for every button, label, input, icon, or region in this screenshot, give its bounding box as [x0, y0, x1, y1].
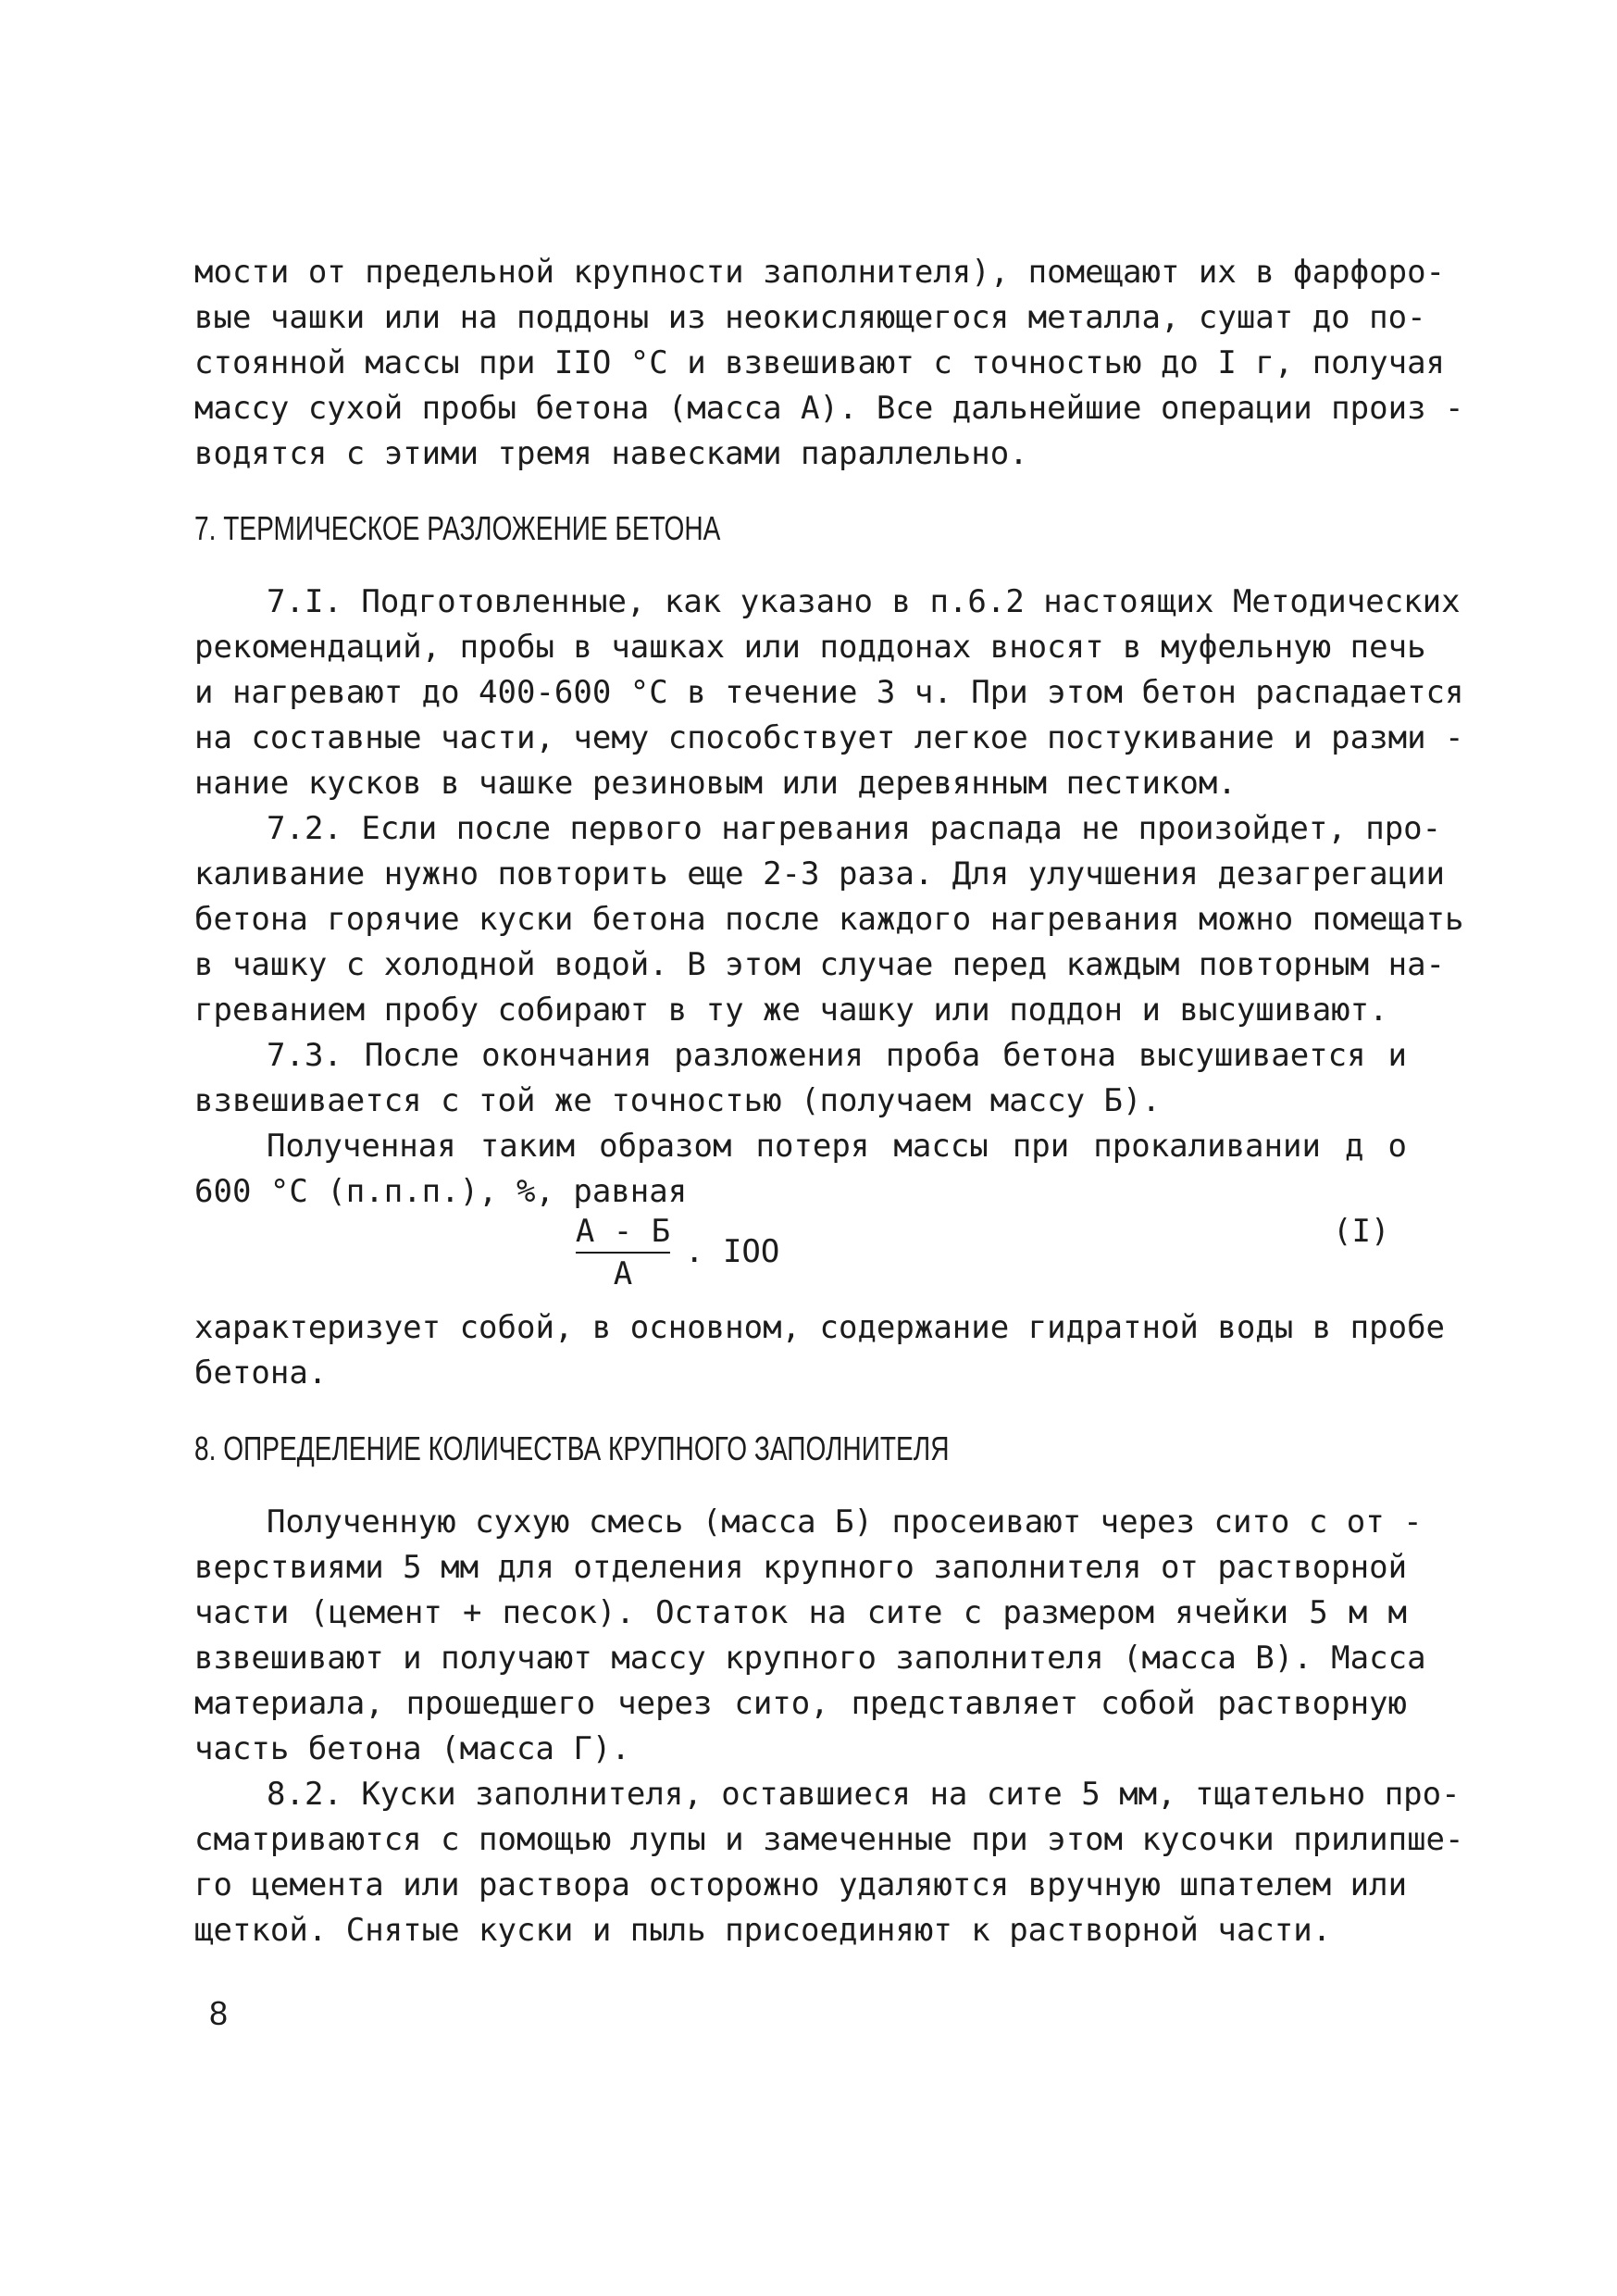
section-8-p2-line-4: щеткой. Снятые куски и пыль присоединяют к растворной части.	[194, 1912, 1332, 1949]
formula-multiplier: . IOO	[685, 1233, 780, 1270]
section-7-p1-line-2: рекомендаций, пробы в чашках или поддонах вносят в муфельную печь	[194, 629, 1426, 666]
section-7-p1-line-3: и нагревают до 400-600 °C в течение 3 ч. При этом бетон распадается	[194, 674, 1464, 711]
section-8-p1-line-5: материала, прошедшего через сито, представляет собой растворную	[194, 1685, 1407, 1722]
section-8-p1-line-6: часть бетона (масса Г).	[194, 1730, 630, 1767]
section-8-p1-line-4: взвешивают и получают массу крупного заполнителя (масса В). Масса	[194, 1640, 1426, 1677]
section-7-p4-line-2: 600 °C (п.п.п.), %, равная	[194, 1173, 688, 1210]
section-8-p2-line-2: сматриваются с помощью лупы и замеченные при этом кусочки прилипше-	[194, 1821, 1464, 1858]
intro-line-1: мости от предельной крупности заполнителя), помещают их в фарфоро-	[194, 254, 1446, 291]
section-7-heading: 7. ТЕРМИЧЕСКОЕ РАЗЛОЖЕНИЕ БЕТОНА	[194, 509, 721, 547]
intro-line-2: вые чашки или на поддоны из неокисляющегося металла, сушат до по-	[194, 299, 1426, 336]
formula-denominator: А	[613, 1255, 633, 1292]
section-7-p1-line-5: нание кусков в чашке резиновым или деревянным пестиком.	[194, 765, 1237, 802]
section-7-p3-line-2: взвешивается с той же точностью (получаем массу Б).	[194, 1082, 1161, 1119]
intro-line-5: водятся с этими тремя навесками параллельно.	[194, 435, 1028, 472]
section-7-p2-line-5: греванием пробу собирают в ту же чашку или поддон и высушивают.	[194, 992, 1388, 1029]
formula-loss-on-ignition	[572, 1211, 794, 1294]
section-7-p2-line-1: 7.2. Если после первого нагревания распада не произойдет, про-	[267, 810, 1442, 847]
section-8-heading: 8. ОПРЕДЕЛЕНИЕ КОЛИЧЕСТВА КРУПНОГО ЗАПОЛНИТЕЛЯ	[194, 1429, 950, 1467]
section-8-p2-line-3: го цемента или раствора осторожно удаляются вручную шпателем или	[194, 1866, 1408, 1903]
section-7-p2-line-4: в чашку с холодной водой. В этом случае перед каждым повторным на-	[194, 946, 1446, 983]
section-7-p3-line-1: 7.3. После окончания разложения проба бетона высушивается и	[267, 1037, 1407, 1074]
formula-numerator: А - Б	[575, 1213, 671, 1250]
formula-number: (I)	[1333, 1213, 1390, 1250]
section-7-p4-line-1: Полученная таким образом потеря массы при прокаливании д о	[267, 1128, 1407, 1165]
section-7-p5-line-2: бетона.	[194, 1354, 328, 1391]
section-7-p2-line-2: каливание нужно повторить еще 2-3 раза. Для улучшения дезагрегации	[194, 855, 1446, 892]
section-8-p1-line-2: верствиями 5 мм для отделения крупного заполнителя от растворной	[194, 1549, 1408, 1586]
section-7-p1-line-1: 7.I. Подготовленные, как указано в п.6.2 настоящих Методических	[267, 583, 1461, 620]
section-7-p1-line-4: на составные части, чему способствует легкое постукивание и разми -	[194, 719, 1464, 756]
section-7-p2-line-3: бетона горячие куски бетона после каждого нагревания можно помещать	[194, 901, 1464, 938]
page-number: 8	[209, 1994, 229, 2032]
formula-fraction	[572, 1211, 674, 1294]
section-8-p1-line-1: Полученную сухую смесь (масса Б) просеивают через сито с от -	[267, 1504, 1423, 1541]
section-8-p2-line-1: 8.2. Куски заполнителя, оставшиеся на сите 5 мм, тщательно про-	[267, 1776, 1461, 1813]
intro-line-3: стоянной массы при IIO °C и взвешивают с точностью до I г, получая	[194, 344, 1446, 381]
section-7-p5-line-1: характеризует собой, в основном, содержание гидратной воды в пробе	[194, 1309, 1446, 1346]
section-8-p1-line-3: части (цемент + песок). Остаток на сите с размером ячейки 5 м м	[194, 1594, 1407, 1631]
intro-line-4: массу сухой пробы бетона (масса А). Все дальнейшие операции произ -	[194, 390, 1464, 427]
